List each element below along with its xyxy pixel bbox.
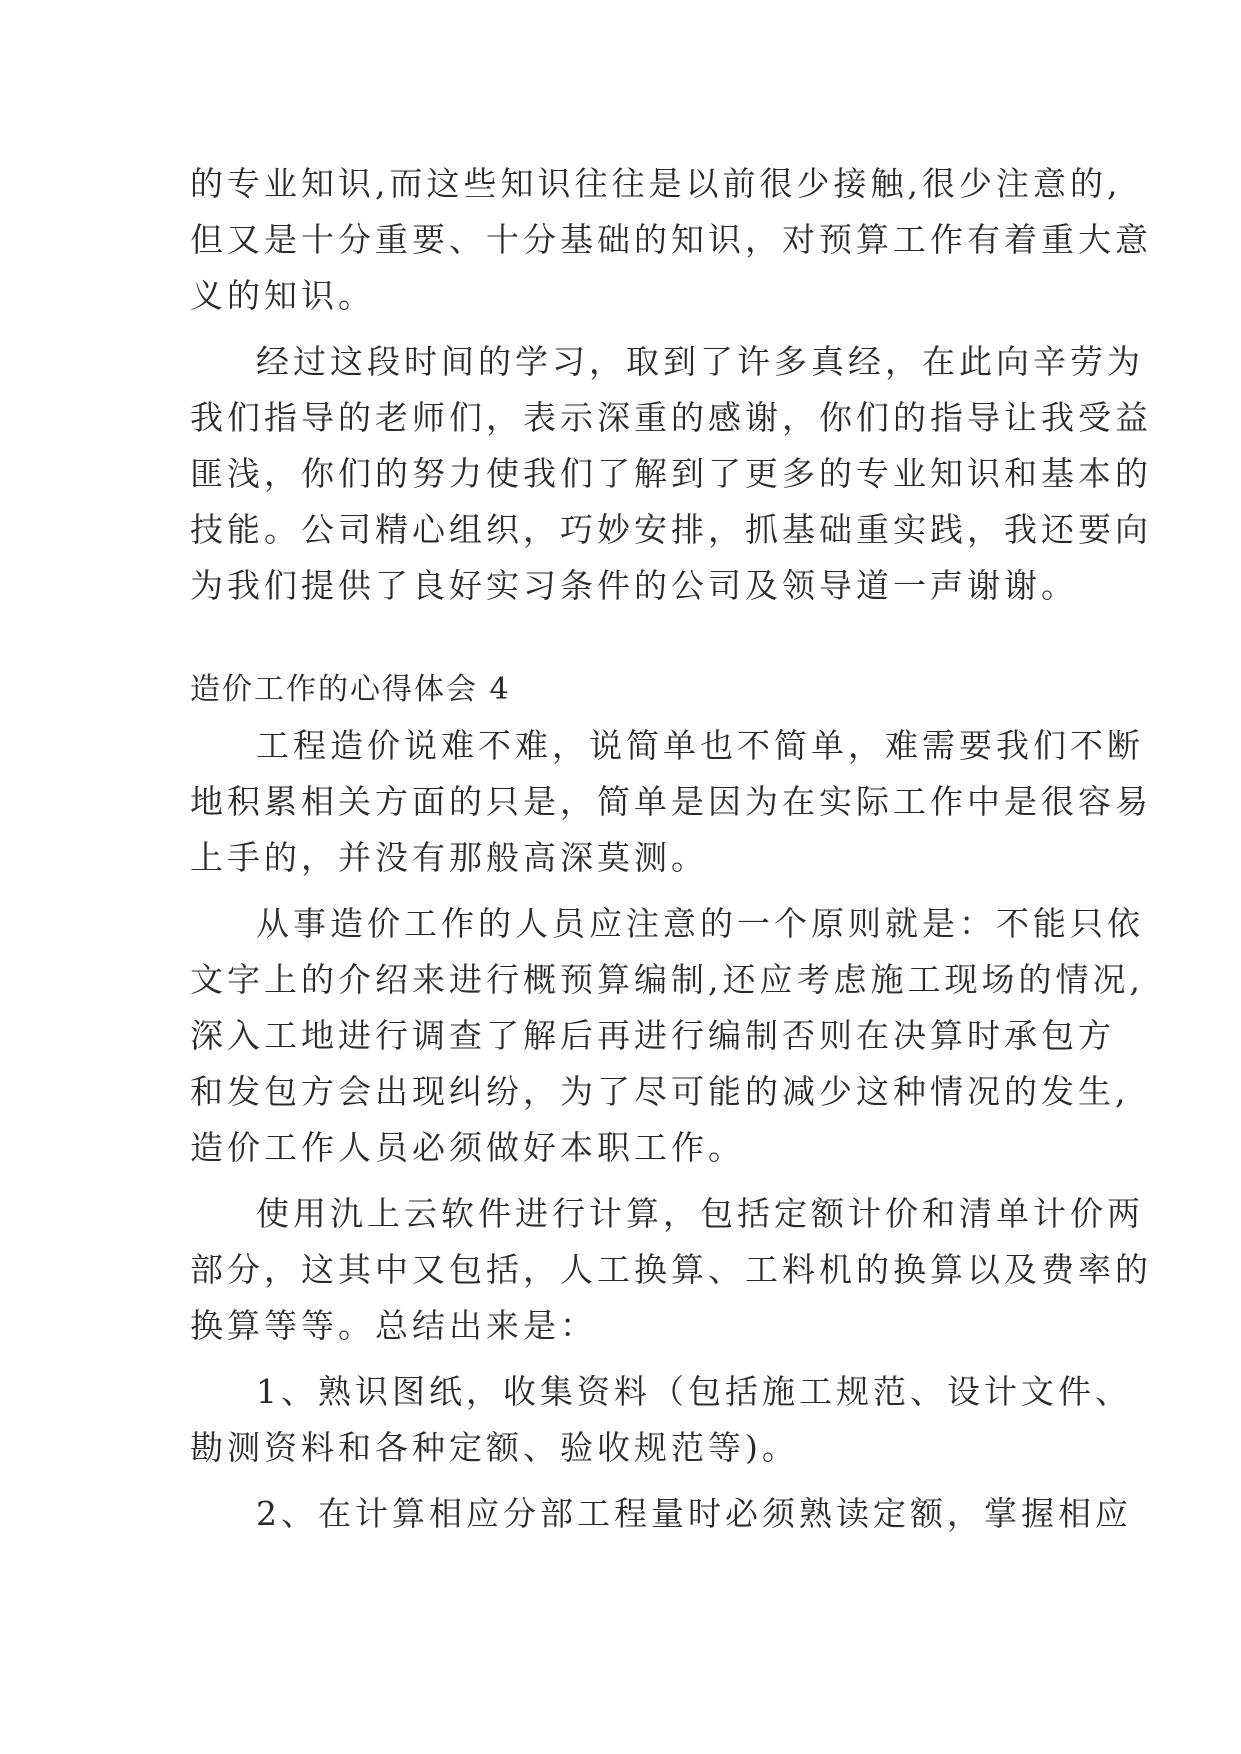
text-line: 地积累相关方面的只是，简单是因为在实际工作中是很容易 [190, 782, 1152, 821]
text-line: 工程造价说难不难，说简单也不简单，难需要我们不断 [256, 726, 1144, 765]
text-line: 但又是十分重要、十分基础的知识，对预算工作有着重大意 [190, 220, 1152, 259]
text-line: 深入工地进行调查了解后再进行编制否则在决算时承包方 [190, 1016, 1115, 1055]
text-line: 义的知识。 [190, 276, 375, 315]
text-line: 换算等等。总结出来是： [190, 1306, 597, 1345]
paragraph-5 [190, 1186, 1152, 1354]
section-heading: 造价工作的心得体会 4 [190, 672, 511, 707]
text-line: 造价工作人员必须做好本职工作。 [190, 1128, 745, 1167]
text-line: 文字上的介绍来进行概预算编制,还应考虑施工现场的情况, [190, 960, 1144, 999]
text-line: 为我们提供了良好实习条件的公司及领导道一声谢谢。 [190, 566, 1078, 605]
paragraph-1 [190, 156, 1152, 324]
paragraph-2 [190, 334, 1152, 614]
text-line: 2、在计算相应分部工程量时必须熟读定额，掌握相应 [256, 1494, 1132, 1533]
text-line: 我们指导的老师们，表示深重的感谢，你们的指导让我受益 [190, 398, 1152, 437]
text-line: 技能。公司精心组织，巧妙安排，抓基础重实践，我还要向 [190, 510, 1152, 549]
paragraph-6 [190, 1364, 1132, 1476]
paragraph-4 [190, 896, 1144, 1176]
paragraph-7 [190, 1486, 1132, 1542]
text-line: 经过这段时间的学习，取到了许多真经，在此向辛劳为 [256, 342, 1144, 381]
text-line: 1、熟识图纸，收集资料（包括施工规范、设计文件、 [256, 1372, 1132, 1411]
text-line: 勘测资料和各种定额、验收规范等)。 [190, 1428, 799, 1467]
paragraph-3 [190, 718, 1152, 886]
text-line: 和发包方会出现纠纷，为了尽可能的减少这种情况的发生, [190, 1072, 1130, 1111]
text-line: 的专业知识,而这些知识往往是以前很少接触,很少注意的, [190, 164, 1122, 203]
text-line: 从事造价工作的人员应注意的一个原则就是：不能只依 [256, 904, 1144, 943]
text-line: 部分，这其中又包括，人工换算、工料机的换算以及费率的 [190, 1250, 1152, 1289]
text-line: 匪浅，你们的努力使我们了解到了更多的专业知识和基本的 [190, 454, 1152, 493]
text-line: 使用氿上云软件进行计算，包括定额计价和清单计价两 [256, 1194, 1144, 1233]
text-line: 上手的，并没有那般高深莫测。 [190, 838, 708, 877]
document-body [190, 156, 1152, 1542]
